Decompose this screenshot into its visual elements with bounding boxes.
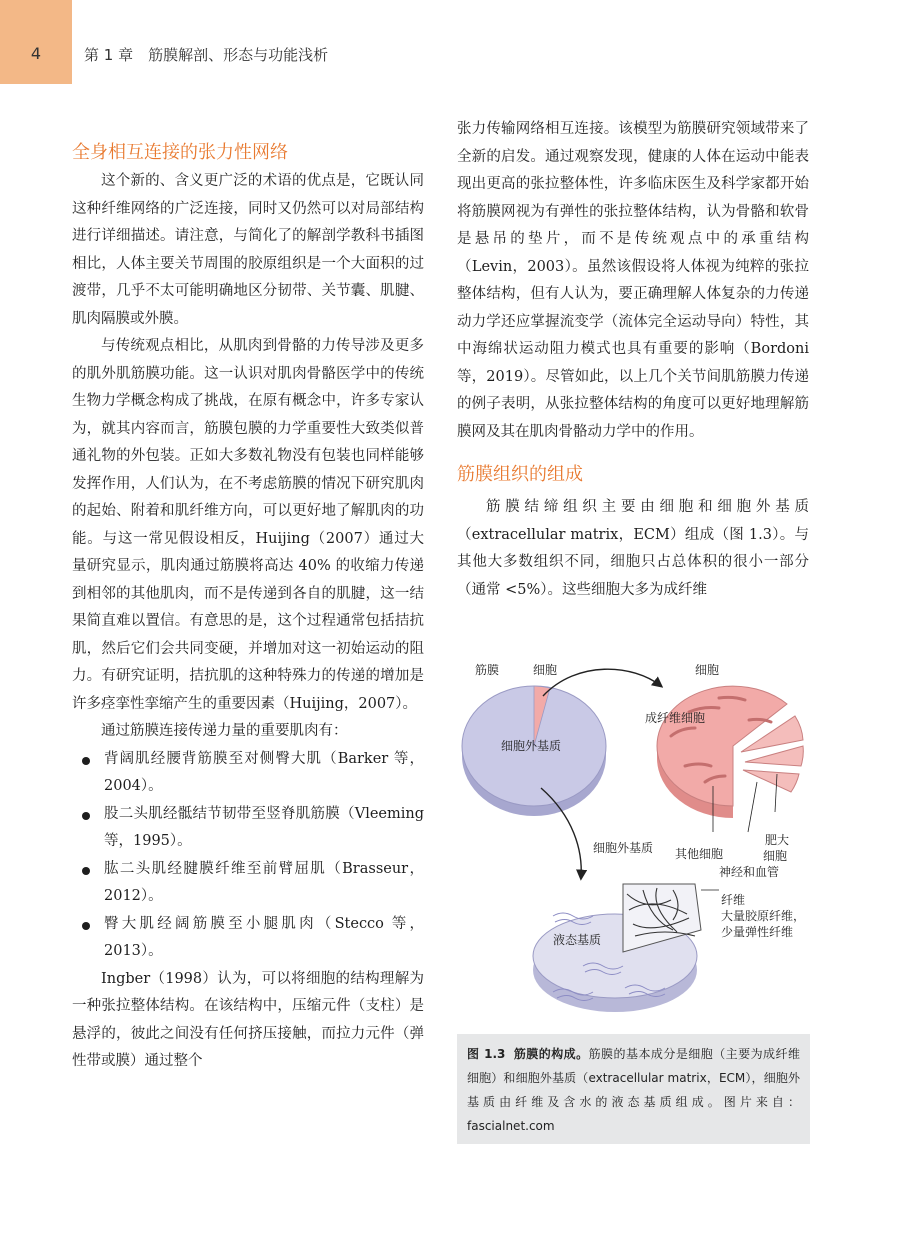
- label-ecm-bottom: 细胞外基质: [593, 841, 654, 855]
- figure-caption: [457, 1034, 810, 1144]
- running-head: 第 1 章 筋膜解剖、形态与功能浅析: [84, 46, 329, 64]
- label-ground-substance: 液态基质: [553, 933, 602, 947]
- label-mast-cells-1: 肥大: [765, 833, 790, 847]
- label-fibroblast: 成纤维细胞: [645, 711, 706, 725]
- figure-number: 图 1.3: [467, 1047, 506, 1061]
- label-cells-right: 细胞: [695, 663, 720, 677]
- ecm-composition-block: [533, 884, 719, 1012]
- label-cells-top: 细胞: [533, 663, 558, 677]
- page-number-tab: [0, 0, 72, 84]
- section-title-fascia-composition: 筋膜组织的组成: [457, 464, 583, 485]
- bullet-icon: [82, 922, 90, 930]
- list-item: 臀大肌经阔筋膜至小腿肌肉（Stecco 等，2013）。: [72, 911, 424, 966]
- paragraph: 通过筋膜连接传递力量的重要肌肉有：: [101, 723, 348, 739]
- paragraph: 张力传输网络相互连接。该模型为筋膜研究领域带来了全新的启发。通过观察发现，健康的人体在运动中能表现出更高的张拉整体性，许多临床医生及科学家都开始将筋膜网视为有弹性的张拉整体结构，认为骨骼和软骨是悬吊的垫片，而不是传统观点中的承重结构（Levin，2003）。虽然该假设将人体视为纯粹的张拉整体结构，但有人认为，要正确理解人体复杂的力传递动力学还应掌握流变学（流体完全运动导向）特性，其中海绵状运动阻力模式也具有重要的影响（Bordoni 等，2019）。尽管如此，以上几个关节间肌筋膜力传递的例子表明，从张拉整体结构的角度可以更好地理解筋膜网及其在肌肉骨骼动力学中的作用。: [457, 121, 809, 440]
- list-item: 背阔肌经腰背筋膜至对侧臀大肌（Barker 等，2004）。: [72, 746, 424, 801]
- label-fascia: 筋膜: [475, 663, 500, 677]
- page-number: 4: [30, 44, 42, 63]
- bullet-icon: [82, 757, 90, 765]
- nerves-vessels-slice: [743, 770, 799, 792]
- label-fibers-desc-1: 大量胶原纤维，: [721, 909, 806, 923]
- label-fibers-desc-2: 少量弹性纤维: [721, 925, 794, 939]
- paragraph: 筋膜结缔组织主要由细胞和细胞外基质（extracellular matrix，ECM）组成（图 1.3）。与其他大多数组织不同，细胞只占总体积的很小一部分（通常 <5%）。这些细胞大多为成纤维: [457, 499, 809, 598]
- list-item: 股二头肌经骶结节韧带至竖脊肌筋膜（Vleeming 等，1995）。: [72, 801, 424, 856]
- figure-fascia-composition: [457, 654, 811, 1032]
- figure-caption-text: 筋膜的基本成分是细胞（主要为成纤维细胞）和细胞外基质（extracellular matrix，ECM），细胞外基质由纤维及含水的液态基质组成。图片来自：fascialnet.com: [467, 1047, 800, 1133]
- paragraph: 这个新的、含义更广泛的术语的优点是，它既认同这种纤维网络的广泛连接，同时又仍然可以对局部结构进行详细描述。请注意，与简化了的解剖学教科书插图相比，人体主要关节周围的胶原组织是一个大面积的过渡带，几乎不太可能明确地区分韧带、关节囊、肌腱、肌肉隔膜或外膜。: [72, 173, 424, 327]
- fascia-composition-diagram: [457, 654, 811, 1032]
- label-other-cells: 其他细胞: [675, 847, 724, 861]
- bullet-icon: [82, 867, 90, 875]
- left-column: [72, 138, 424, 1076]
- cells-pie-chart: [657, 686, 809, 832]
- label-mast-cells-2: 细胞: [763, 849, 788, 863]
- paragraph: Ingber（1998）认为，可以将细胞的结构理解为一种张拉整体结构。在该结构中，压缩元件（支柱）是悬浮的，彼此之间没有任何挤压接触，而拉力元件（弹性带或膜）通过整个: [72, 970, 424, 1069]
- label-ecm-pie: 细胞外基质: [501, 739, 562, 753]
- list-item: 肱二头肌经腱膜纤维至前臂屈肌（Brasseur，2012）。: [72, 856, 424, 911]
- right-column: [457, 116, 809, 604]
- bullet-icon: [82, 812, 90, 820]
- label-fibers: 纤维: [721, 893, 746, 907]
- section-title-tensional-network: 全身相互连接的张力性网络: [72, 142, 288, 163]
- paragraph: 与传统观点相比，从肌肉到骨骼的力传导涉及更多的肌外肌筋膜功能。这一认识对肌肉骨骼医学中的传统生物力学概念构成了挑战，在原有概念中，许多专家认为，就其内容而言，筋膜包膜的力学重要性大致类似普通礼物的外包装。正如大多数礼物没有包装也同样能够发挥作用，人们认为，在不考虑筋膜的情况下研究肌肉的起始、附着和肌纤维方向，可以更好地了解肌肉的功能。与这一常见假设相反，Huijing（2007）通过大量研究显示，肌肉通过筋膜将高达 40% 的收缩力传递到相邻的其他肌肉，而不是传递到各自的肌腱，这一结果简直难以置信。有意思的是，这个过程通常包括拮抗肌，然后它们会共同变硬，并增加对这一初始运动的阻力。有研究证明，拮抗肌的这种特殊力的传递的增加是许多痉挛性挛缩产生的重要因素（Huijing，2007）。: [72, 338, 424, 712]
- figure-title: 筋膜的构成。: [513, 1047, 589, 1061]
- label-nerves-vessels: 神经和血管: [719, 865, 780, 879]
- muscle-list: [72, 746, 424, 966]
